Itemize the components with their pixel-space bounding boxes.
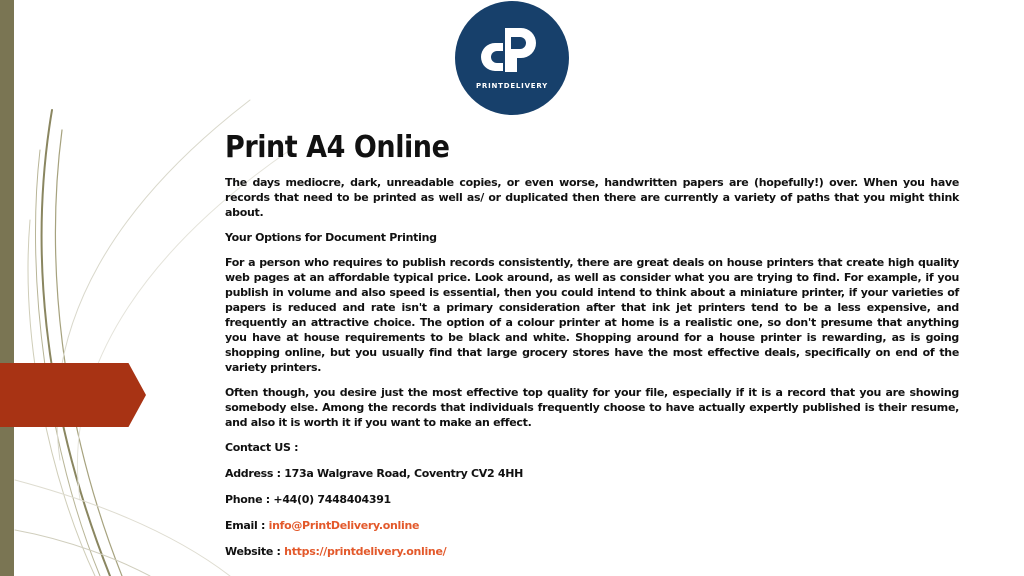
quality-paragraph: Often though, you desire just the most effective top quality for your file, especially if it is a record that you are showing somebody else. Among the records that individuals frequently choose to have actually expertly published is their resume, and also it is worth it if you want to make an effect.: [225, 386, 959, 429]
options-paragraph: For a person who requires to publish records consistently, there are great deals on house printers that create high quality web pages at an affordable typical price. Look around, as well as consider what you are trying to find. For example, if you publish in volume and also speed is essential, then you could intend to think about a miniature printer, if your varieties of papers is reduced and rate isn't a primary consideration after that ink jet printers tend to be a less expensive, and frequently an attractive choice. The option of a colour printer at home is a realistic one, so don't presume that anything you have at house requirements to be black and white. Shopping around for a house printer is rewarding, as is going shopping online, but you usually find that large grocery stores have the most effective deals, specifically on end of the variety printers.: [225, 256, 959, 374]
page-title: Print A4 Online: [225, 130, 450, 165]
website-label: Website :: [225, 545, 285, 558]
website-line: [225, 544, 959, 559]
email-label: Email :: [225, 519, 269, 532]
logo-mark-icon: [455, 1, 569, 115]
address-line: Address : 173a Walgrave Road, Coventry CV2 4HH: [225, 467, 524, 480]
logo-wordmark: PRINTDELIVERY: [475, 82, 549, 90]
email-line: [225, 518, 959, 533]
red-arrow-shape: [0, 363, 146, 427]
document-body: [225, 130, 959, 570]
contact-heading: Contact US :: [225, 441, 299, 454]
email-link[interactable]: info@PrintDelivery.online: [268, 519, 420, 532]
options-heading: Your Options for Document Printing: [225, 231, 437, 244]
printdelivery-logo: [455, 1, 569, 115]
website-link[interactable]: https://printdelivery.online/: [284, 545, 447, 558]
intro-paragraph: The days mediocre, dark, unreadable copies, or even worse, handwritten papers are (hopefully!) over. When you have records that need to be printed as well as/ or duplicated then there are currently a variety of paths that you might think about.: [225, 176, 959, 219]
phone-line: Phone : +44(0) 7448404391: [225, 493, 391, 506]
